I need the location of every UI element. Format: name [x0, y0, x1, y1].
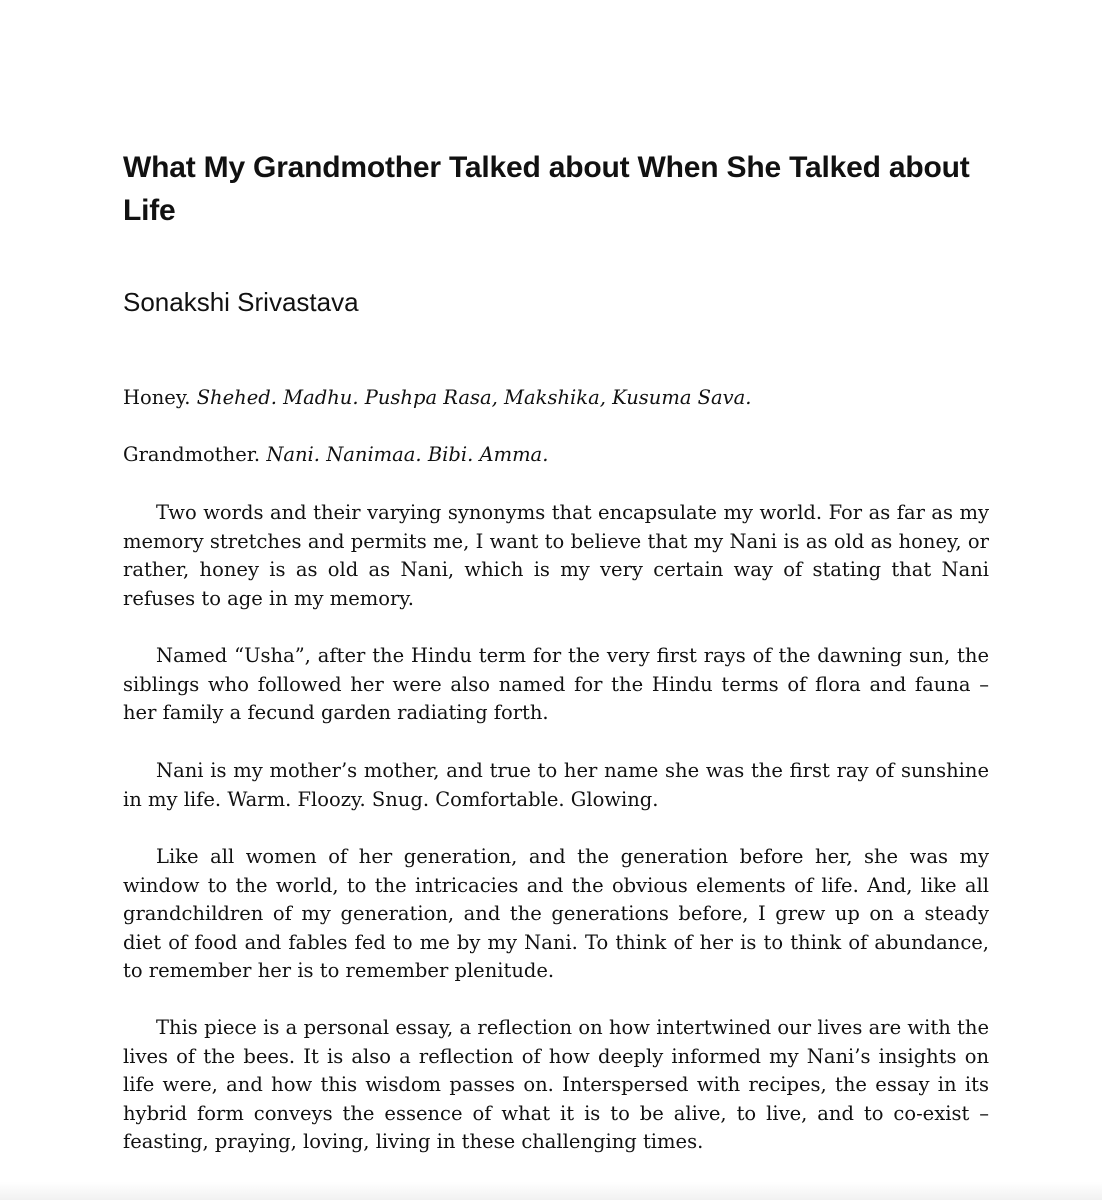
- paragraph: Like all women of her generation, and the generation before her, she was my window to the world, to the intricacies and the obvious elements of life. And, like all grandchildren of my generation, and the generations before, I grew up on a steady diet of food and fables fed to me by my Nani. To think of her is to think of abundance, to remember her is to remember plenitude.: [123, 845, 989, 983]
- paragraph: This piece is a personal essay, a reflection on how intertwined our lives are with the lives of the bees. It is also a reflection of how deeply informed my Nani’s insights on life were, and how this wisdom passes on. Interspersed with recipes, the essay in its hybrid form conveys the essence of what it is to be alive, to live, and to co-exist – feasting, praying, loving, living in these challenging times.: [123, 1016, 989, 1154]
- paragraph: Named “Usha”, after the Hindu term for the very first rays of the dawning sun, the siblings who followed her were also named for the Hindu terms of flora and fauna – her family a fecund garden radiating forth.: [123, 644, 989, 725]
- paragraph: Nani is my mother’s mother, and true to her name she was the first ray of sunshine in my life. Warm. Floozy. Snug. Comfortable. Glowing.: [123, 759, 989, 811]
- paragraph: Two words and their varying synonyms that encapsulate my world. For as far as my memory stretches and permits me, I want to believe that my Nani is as old as honey, or rather, honey is as old as Nani, which is my very certain way of stating that Nani refuses to age in my memory.: [123, 501, 989, 610]
- grandmother-synonyms-line: [123, 441, 989, 470]
- essay-title: What My Grandmother Talked about When She Talked about Life: [123, 151, 970, 227]
- author-name: Sonakshi Srivastava: [123, 287, 359, 317]
- honey-synonyms: Shehed. Madhu. Pushpa Rasa, Makshika, Kusuma Sava.: [196, 386, 752, 409]
- honey-lead-word: Honey.: [123, 386, 191, 409]
- grandmother-synonyms: Nani. Nanimaa. Bibi. Amma.: [266, 443, 549, 466]
- page-bottom-edge: [0, 1182, 1102, 1200]
- grandmother-lead-word: Grandmother.: [123, 443, 261, 466]
- honey-synonyms-line: [123, 384, 989, 413]
